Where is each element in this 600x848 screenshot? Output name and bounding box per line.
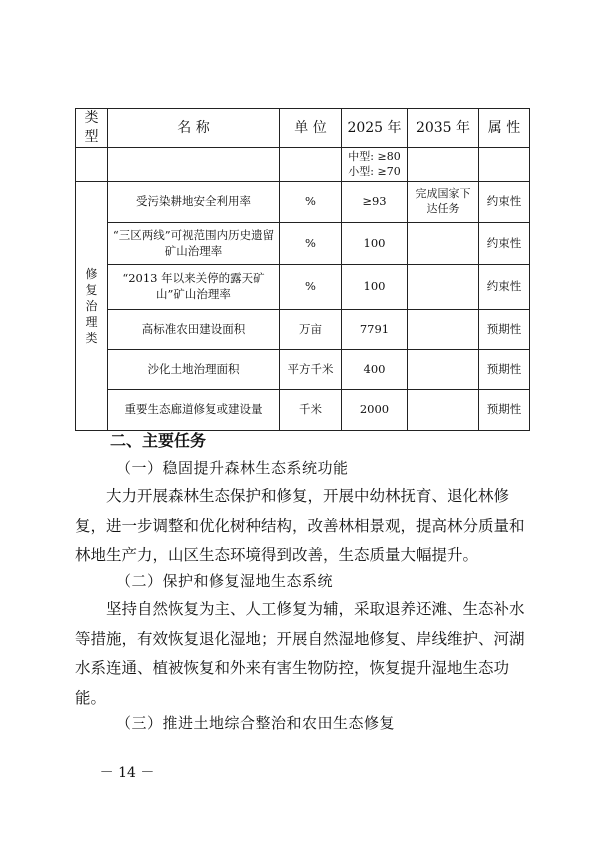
header-attribute: 属 性: [479, 109, 530, 148]
subsection-title-3: （三）推进土地综合整治和农田生态修复: [116, 714, 396, 732]
table-row: 高标准农田建设面积 万亩 7791 预期性: [76, 310, 530, 350]
page-number: － 14 －: [99, 765, 155, 781]
paragraph-2: 坚持自然恢复为主、人工修复为辅，采取退养还滩、生态补水等措施，有效恢复退化湿地；开展自然湿地修复、岸线维护、河湖水系连通、植被恢复和外来有害生物防控，恢复提升湿地生态功能。: [75, 600, 525, 707]
subsection-title-1: （一）稳固提升森林生态系统功能: [116, 459, 349, 477]
table-row-continued: [76, 148, 530, 182]
section-title: 二、主要任务: [110, 431, 207, 450]
category-cell: 修 复 治 理 类: [76, 182, 108, 431]
header-type: 类型: [76, 109, 108, 148]
header-2025: 2025 年: [342, 109, 408, 148]
cell-2025-continued: 中型: ≥80 小型: ≥70: [342, 148, 408, 182]
indicator-table: [75, 108, 530, 431]
paragraph-1: 大力开展森林生态保护和修复，开展中幼林抚育、退化林修复，进一步调整和优化树种结构，改善林相景观，提高林分质量和林地生产力，山区生态环境得到改善，生态质量大幅提升。: [75, 487, 525, 564]
table-header-row: [76, 109, 530, 148]
table-row: 重要生态廊道修复或建设量 千米 2000 预期性: [76, 390, 530, 431]
table-row: “三区两线”可视范围内历史遗留矿山治理率 % 100 约束性: [76, 223, 530, 265]
table-row: “2013 年以来关停的露天矿山”矿山治理率 % 100 约束性: [76, 265, 530, 310]
header-2035: 2035 年: [408, 109, 479, 148]
header-unit: 单 位: [280, 109, 342, 148]
table-row: 沙化土地治理面积 平方千米 400 预期性: [76, 350, 530, 390]
subsection-title-2: （二）保护和修复湿地生态系统: [116, 572, 334, 590]
table-row: 修 复 治 理 类 受污染耕地安全利用率 % ≥93 完成国家下达任务 约束性: [76, 182, 530, 223]
header-name: 名 称: [108, 109, 280, 148]
